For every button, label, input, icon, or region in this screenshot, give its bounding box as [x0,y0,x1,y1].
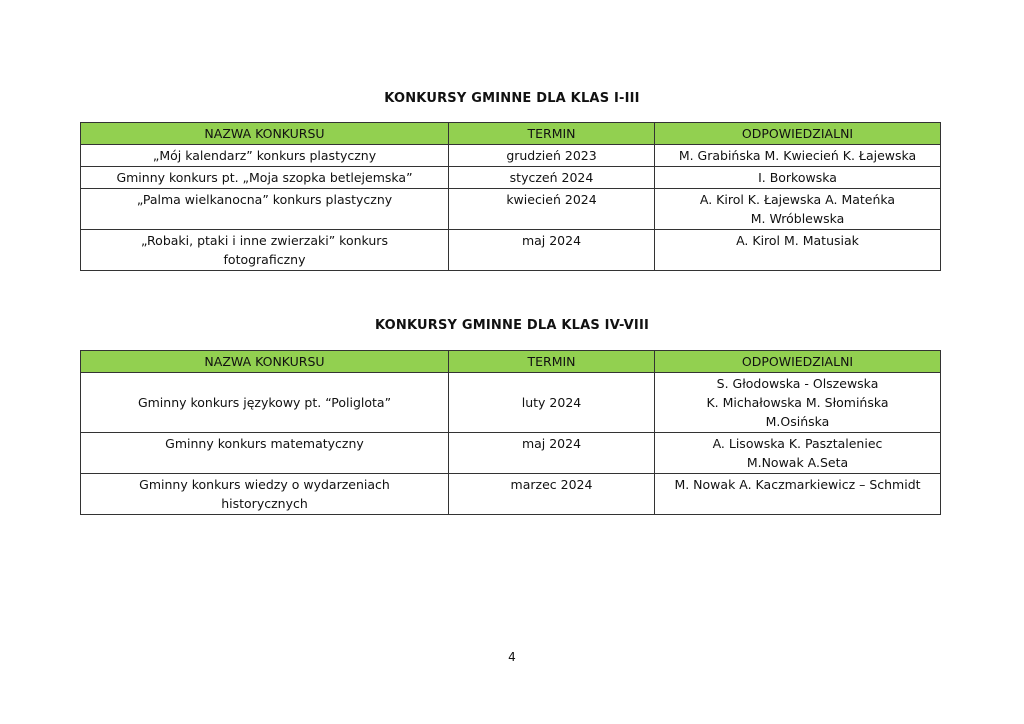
responsible-line: M. Grabińska M. Kwiecień K. Łajewska [678,148,917,163]
section-title-klas-4-8: KONKURSY GMINNE DLA KLAS IV-VIII [374,318,650,333]
responsible-line: A. Kirol M. Matusiak [736,233,859,248]
table-klas-1-3 [80,122,941,271]
contest-name-line: Gminny konkurs matematyczny [165,436,364,451]
contest-name-line: Gminny konkurs językowy pt. “Poliglota” [137,395,392,410]
responsible-line: K. Michałowska M. Słomińska [706,395,889,410]
contest-responsible [655,433,941,474]
contest-responsible [655,474,941,515]
header-nazwa-konkursu: NAZWA KONKURSU [81,123,449,145]
table-klas-4-8 [80,350,941,515]
contest-term: styczeń 2024 [449,167,655,189]
responsible-line: A. Kirol K. Łajewska A. Mateńka [699,192,896,207]
contest-responsible [655,230,941,271]
responsible-line: A. Lisowska K. Pasztaleniec [712,436,883,451]
contest-term: marzec 2024 [449,474,655,515]
contest-name [81,189,449,230]
contest-name [81,145,449,167]
contest-responsible [655,189,941,230]
contest-name-line: „Mój kalendarz” konkurs plastyczny [152,148,377,163]
contest-responsible [655,373,941,433]
responsible-line: M.Nowak A.Seta [746,455,849,470]
header-termin: TERMIN [449,351,655,373]
header-odpowiedzialni: ODPOWIEDZIALNI [655,351,941,373]
table-row [81,433,941,474]
contest-term: luty 2024 [449,373,655,433]
contest-name [81,433,449,474]
contest-name [81,167,449,189]
contest-name-line: „Robaki, ptaki i inne zwierzaki” konkurs [141,233,388,248]
table-row [81,373,941,433]
header-nazwa-konkursu: NAZWA KONKURSU [81,351,449,373]
table-header-row [81,123,941,145]
section-title-klas-1-3: KONKURSY GMINNE DLA KLAS I-III [384,91,640,106]
contest-name-line: Gminny konkurs wiedzy o wydarzeniach [139,477,390,492]
contest-name-line: Gminny konkurs pt. „Moja szopka betlejemska” [116,170,413,185]
page-number: 4 [508,650,516,664]
contest-name [81,474,449,515]
responsible-line: M. Nowak A. Kaczmarkiewicz – Schmidt [674,477,921,492]
contest-term: kwiecień 2024 [449,189,655,230]
header-termin: TERMIN [449,123,655,145]
contest-name [81,230,449,271]
table-header-row [81,351,941,373]
contest-responsible [655,145,941,167]
contest-term: grudzień 2023 [449,145,655,167]
contest-name-line: „Palma wielkanocna” konkurs plastyczny [136,192,393,207]
responsible-line: S. Głodowska - Olszewska [716,376,879,391]
contest-responsible [655,167,941,189]
responsible-line: I. Borkowska [758,170,837,185]
responsible-line: M. Wróblewska [750,211,845,226]
table-row [81,145,941,167]
contest-term: maj 2024 [449,230,655,271]
table-row [81,474,941,515]
contest-name-line: fotograficzny [223,252,306,267]
responsible-line: M.Osińska [765,414,830,429]
table-row [81,230,941,271]
contest-name [81,373,449,433]
table-row [81,167,941,189]
table-row [81,189,941,230]
contest-name-line: historycznych [221,496,308,511]
header-odpowiedzialni: ODPOWIEDZIALNI [655,123,941,145]
contest-term: maj 2024 [449,433,655,474]
